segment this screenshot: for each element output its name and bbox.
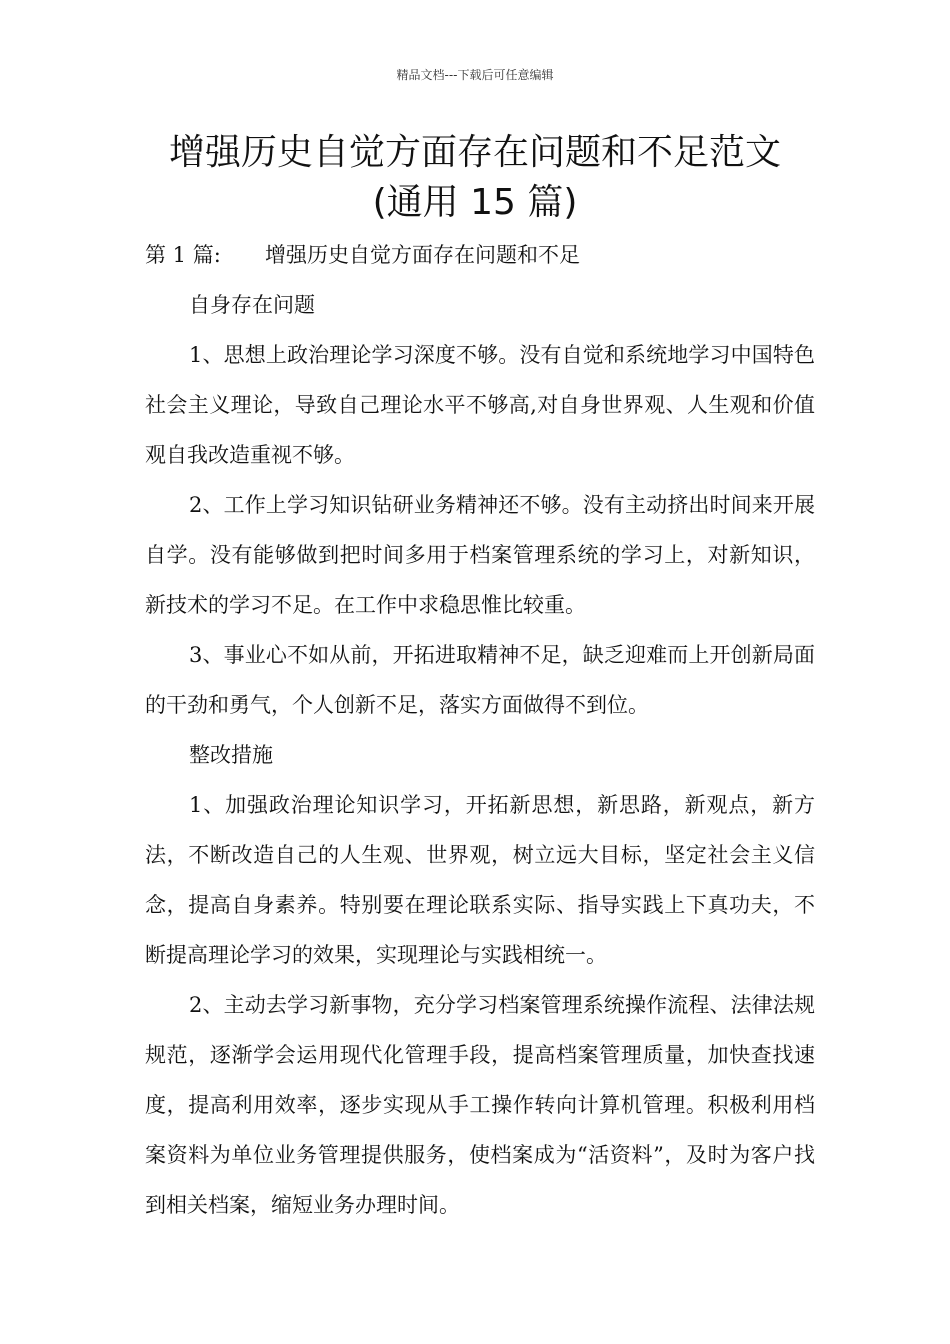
document-title — [120, 128, 830, 228]
measure-paragraph-1: 1、加强政治理论知识学习，开拓新思想，新思路，新观点，新方法，不断改造自己的人生观、世界观，树立远大目标，坚定社会主义信念，提高自身素养。特别要在理论联系实际、指导实践上下真功夫，不断提高理论学习的效果，实现理论与实践相统一。 — [145, 793, 815, 967]
problem-paragraph-3: 3、事业心不如从前，开拓进取精神不足，缺乏迎难而上开创新局面的干劲和勇气，个人创新不足，落实方面做得不到位。 — [145, 643, 815, 717]
problem-paragraph-1: 1、思想上政治理论学习深度不够。没有自觉和系统地学习中国特色社会主义理论，导致自己理论水平不够高,对自身世界观、人生观和价值观自我改造重视不够。 — [145, 343, 815, 467]
section-heading-measures: 整改措施 — [189, 743, 273, 767]
header-note: 精品文档---下载后可任意编辑 — [396, 68, 554, 82]
title-line-1: 增强历史自觉方面存在问题和不足范文 — [168, 132, 781, 173]
chapter-label: 第 1 篇: — [145, 243, 221, 267]
measure-paragraph-2: 2、主动去学习新事物，充分学习档案管理系统操作流程、法律法规规范，逐渐学会运用现代化管理手段，提高档案管理质量，加快查找速度，提高利用效率，逐步实现从手工操作转向计算机管理。积极利用档案资料为单位业务管理提供服务，使档案成为“活资料”，及时为客户找到相关档案，缩短业务办理时间。 — [145, 993, 815, 1217]
chapter-title: 增强历史自觉方面存在问题和不足 — [265, 243, 580, 267]
document-body — [145, 230, 815, 1230]
section-heading-problems: 自身存在问题 — [189, 293, 315, 317]
chapter-heading — [145, 230, 815, 280]
problem-paragraph-2: 2、工作上学习知识钻研业务精神还不够。没有主动挤出时间来开展自学。没有能够做到把时间多用于档案管理系统的学习上，对新知识，新技术的学习不足。在工作中求稳思惟比较重。 — [145, 493, 815, 617]
title-line-2: (通用 15 篇) — [372, 182, 578, 223]
